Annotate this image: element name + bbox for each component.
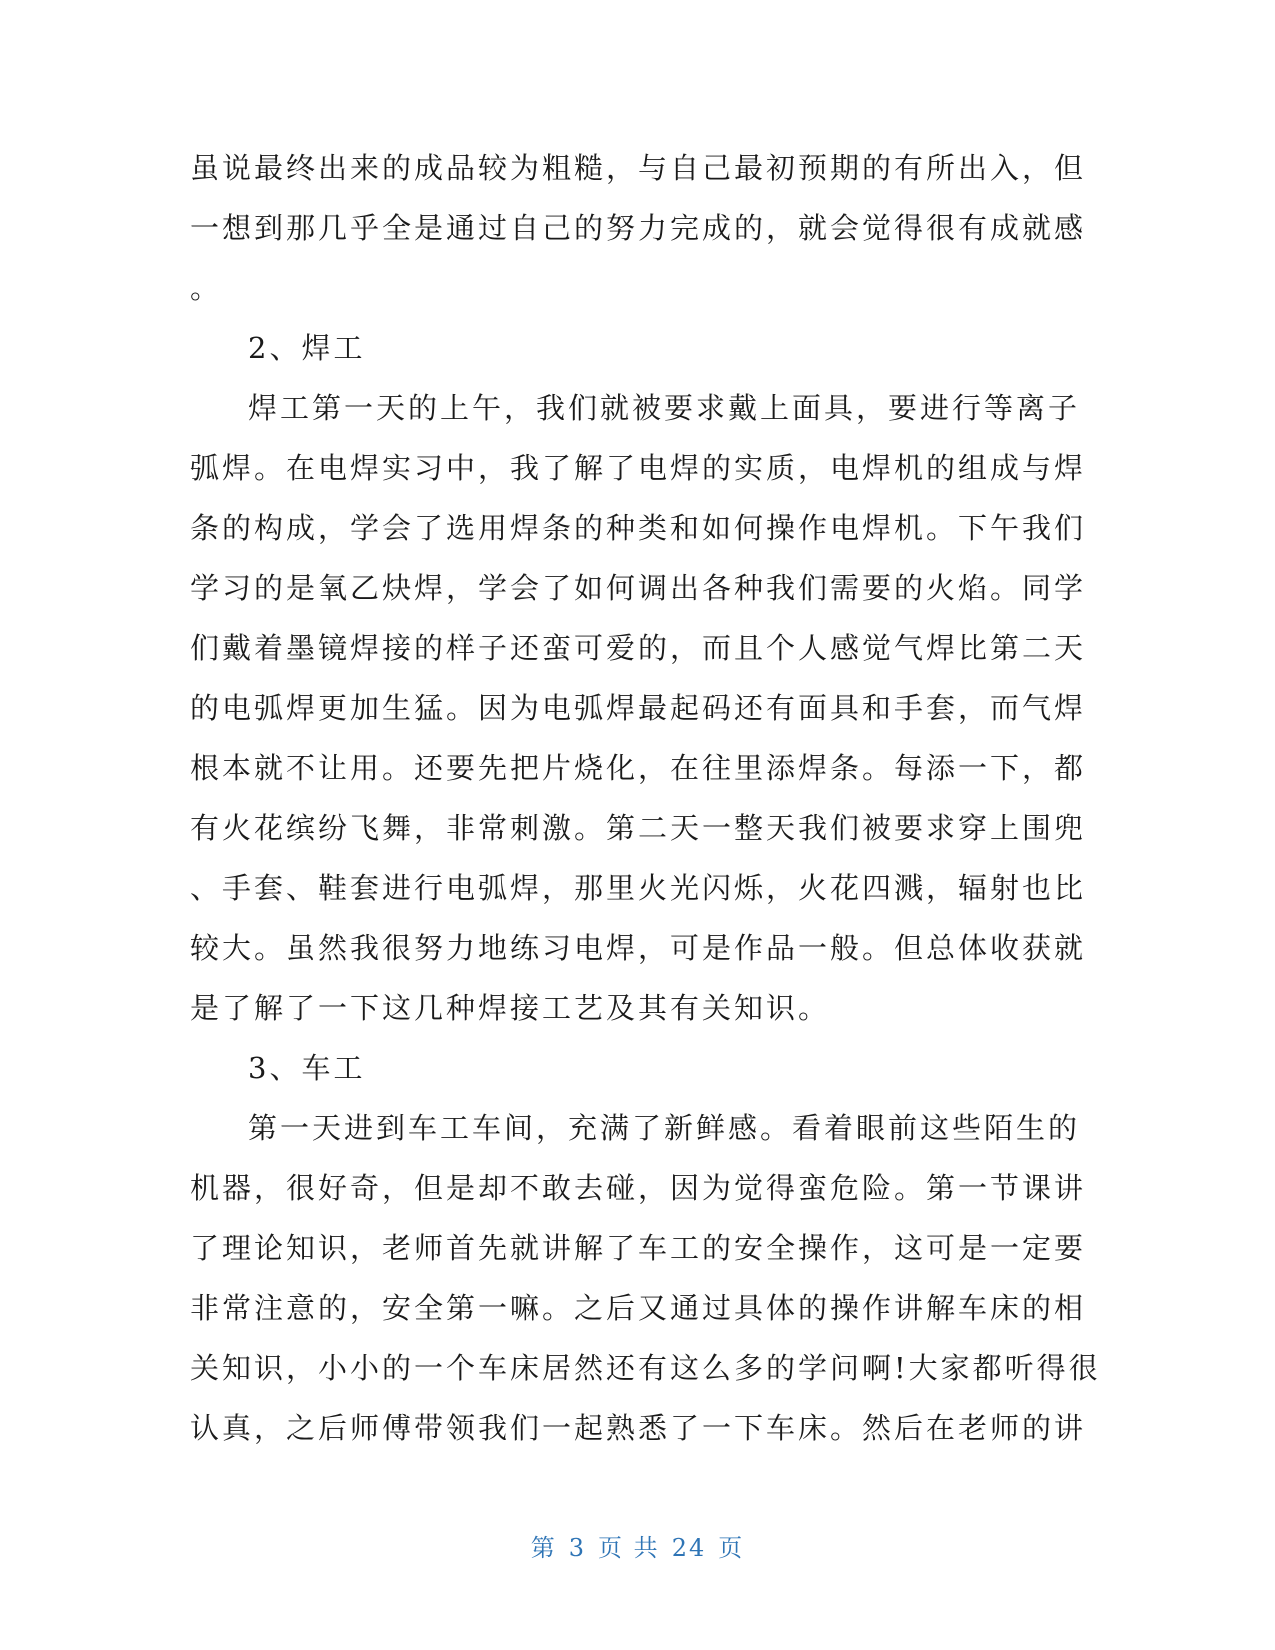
footer-suffix: 页 — [718, 1534, 745, 1562]
text-line: 3、车工 — [248, 1051, 366, 1085]
text-line: 虽说最终出来的成品较为粗糙，与自己最初预期的有所出入，但 — [190, 151, 1087, 185]
text-line: 弧焊。在电焊实习中，我了解了电焊的实质，电焊机的组成与焊 — [190, 451, 1087, 485]
text-line: 第一天进到车工车间，充满了新鲜感。看着眼前这些陌生的 — [248, 1111, 1081, 1145]
text-line: 焊工第一天的上午，我们就被要求戴上面具，要进行等离子 — [248, 391, 1081, 425]
document-body — [190, 138, 1101, 1458]
text-line: 学习的是氧乙炔焊，学会了如何调出各种我们需要的火焰。同学 — [190, 571, 1087, 605]
text-line: 机器，很好奇，但是却不敢去碰，因为觉得蛮危险。第一节课讲 — [190, 1171, 1087, 1205]
footer-page-number: 3 — [568, 1534, 587, 1562]
footer-middle: 页 共 — [598, 1534, 660, 1562]
text-line: 了理论知识，老师首先就讲解了车工的安全操作，这可是一定要 — [190, 1231, 1087, 1265]
footer-total-pages: 24 — [671, 1534, 707, 1562]
text-line: 条的构成，学会了选用焊条的种类和如何操作电焊机。下午我们 — [190, 511, 1087, 545]
text-line: 。 — [190, 271, 223, 305]
text-line: 的电弧焊更加生猛。因为电弧焊最起码还有面具和手套，而气焊 — [190, 691, 1087, 725]
text-line: 是了解了一下这几种焊接工艺及其有关知识。 — [190, 991, 831, 1025]
footer-prefix: 第 — [530, 1534, 557, 1562]
text-line: 认真，之后师傅带领我们一起熟悉了一下车床。然后在老师的讲 — [190, 1411, 1087, 1445]
text-line: 一想到那几乎全是通过自己的努力完成的，就会觉得很有成就感 — [190, 211, 1087, 245]
text-line: 根本就不让用。还要先把片烧化，在往里添焊条。每添一下，都 — [190, 751, 1087, 785]
text-line: 、手套、鞋套进行电弧焊，那里火光闪烁，火花四溅，辐射也比 — [190, 871, 1087, 905]
text-line: 较大。虽然我很努力地练习电焊，可是作品一般。但总体收获就 — [190, 931, 1087, 965]
text-line: 2、焊工 — [248, 331, 366, 365]
text-line: 有火花缤纷飞舞，非常刺激。第二天一整天我们被要求穿上围兜 — [190, 811, 1087, 845]
text-line: 非常注意的，安全第一嘛。之后又通过具体的操作讲解车床的相 — [190, 1291, 1087, 1325]
page-footer — [0, 1528, 1275, 1563]
text-line: 们戴着墨镜焊接的样子还蛮可爱的，而且个人感觉气焊比第二天 — [190, 631, 1087, 665]
text-line: 关知识，小小的一个车床居然还有这么多的学问啊!大家都听得很 — [190, 1351, 1101, 1385]
